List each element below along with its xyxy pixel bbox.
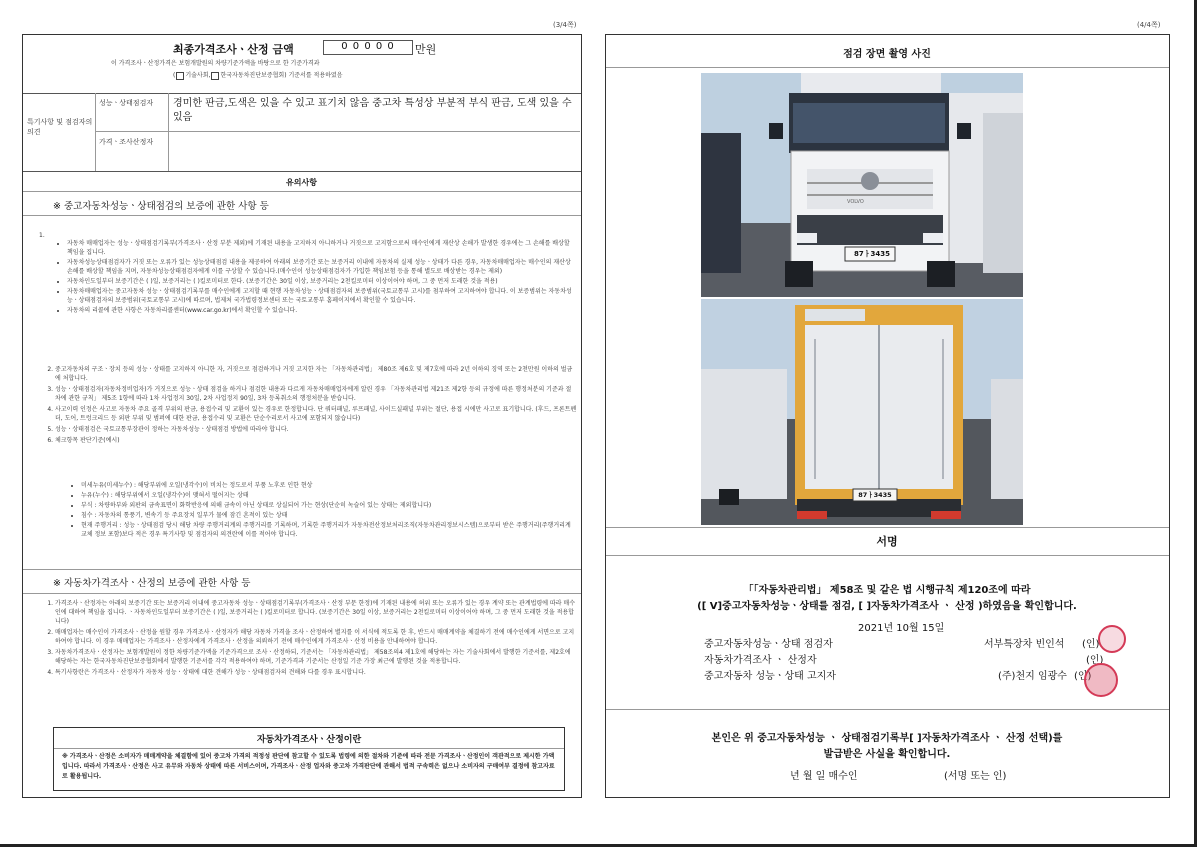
inspector-role-label: 중고자동차성능ㆍ상태 점검자: [704, 639, 833, 650]
front-brand-text: VOLVO: [847, 199, 864, 205]
judgement-bullet: • 침수 : 자동차의 통풍기, 변속기 등 주요장치 일부가 물에 잠긴 흔적이 있는 상태: [81, 511, 577, 520]
final-price-unit: 만원: [415, 43, 437, 56]
signature-section-title: 서명: [876, 535, 898, 548]
inspector-name: 서부특장차 빈인석: [984, 639, 1065, 650]
notes-header: 유의사항: [286, 178, 317, 187]
price-warranty-item: 2. 매매업자는 매수인이 가격조사ㆍ산정을 원할 경우 가격조사ㆍ산정자가 해당 자동차 가격을 조사ㆍ산정하여 별지를 이 서식에 적도록 한 후, 반드시 매매계약을 체결하기 전에 매수인에게 서면으로 고지하여야 합니다. 이 경우 매매업자는 가격조사ㆍ산정자에게 가격조사ㆍ산정을 의뢰하기 전에 매수인에게 가격조사ㆍ산정 비용을 안내하여야 합니다.: [55, 628, 577, 646]
warranty-item: 4. 사고이력 인정은 사고로 자동차 주요 골격 부위의 판금, 용접수리 및 교환이 있는 경우로 한정합니다. 단 쿼터패널, 루프패널, 사이드실패널 부위는 절단, 용접 시에만 사고로 표기합니다. (후드, 프론트펜더, 도어, 트렁크리드 등 외판 부위 및 범퍼에 대한 판금, 용접수리 및 교환은 단순수리로서 사고에 포함되지 않습니다): [55, 405, 577, 423]
page-number-left: (3/4쪽): [553, 21, 577, 29]
appraisal-definition-box: [53, 727, 565, 791]
warranty-item: 2. 중고자동차의 구조ㆍ장치 등의 성능ㆍ상태를 고지하지 아니한 자, 거짓으로 점검하거나 거짓 고지한 자는 「자동차관리법」 제80조 제6호 및 제7호에 따라 2년 이하의 징역 또는 2천만원 이하의 벌금에 처합니다.: [55, 365, 577, 383]
final-price-digits: 0 0 0 0 0: [323, 40, 413, 55]
appraisal-definition-title: 자동차가격조사ㆍ산정이란: [256, 735, 362, 745]
judgement-bullet: • 현재 주행거리 : 성능ㆍ상태점검 당시 해당 차량 주행거리계의 주행거리를 기록하며, 기록한 주행거리가 자동차전산정보처리조직(자동차관리정보시스템)으로부터 받은 주행거리(주행거리계 교체 정보 포함)보다 적은 경우 특기사항 및 점검자의 의견란에 이를 적어야 합니다.: [81, 521, 577, 539]
inspector-seal-stamp: [1098, 625, 1126, 653]
photo-section-title: 점검 장면 촬영 사진: [843, 49, 931, 60]
condition-inspector-opinion: 경미한 판금,도색은 있을 수 있고 표기치 않음 중고차 특성상 부분적 부식 판금, 도색 있을 수 있음: [173, 98, 572, 123]
receipt-line-2: 발급받은 사실을 확인합니다.: [823, 749, 951, 760]
price-appraiser-label: 가격ㆍ조사산정자: [99, 138, 154, 146]
warranty-item: 6. 체크항목 판단기준(예시): [55, 436, 577, 445]
warranty-bullet: • 자동차 매매업자는 성능ㆍ상태점검기록부(가격조사ㆍ산정 부분 제외)에 기재된 내용을 고지하지 아니하거나 거짓으로 고지함으로써 매수인에게 재산상 손해가 발생한 경우에는 그 손해를 배상할 책임을 집니다.: [67, 239, 577, 257]
warranty-bullet: • 자동차의 리콜에 관한 사항은 자동차리콜센터(www.car.go.kr)에서 확인할 수 있습니다.: [67, 306, 577, 315]
notifier-seal-mark: (인): [1074, 671, 1092, 682]
final-price-note: 이 가격조사ㆍ산정가격은 보험개발원의 차량기준가액을 바탕으로 한 기준가격과: [111, 60, 320, 67]
buyer-signature[interactable]: (서명 또는 인): [944, 771, 1007, 782]
rear-plate-text: 87ㅏ3435: [858, 491, 892, 499]
warranty-bullet: • 자동차매매업자는 중고자동차 성능ㆍ상태점검기록부를 매수인에게 고지할 때 현행 자동차성능ㆍ상태점검자의 보증범위(국토교통부 고시)를 첨부하여 고지하여야 합니다. 이 보증범위는 자동차성능ㆍ상태점검자의 보증범위(국토교통부 고시)에 따르며, 법제처 국가법령정보센터 또는 국토교통부 홈페이지에서 확인할 수 있습니다.: [67, 287, 577, 305]
judgement-bullet: • 누유(누수) : 해당부위에서 오일(냉각수)이 맺혀서 떨어지는 상태: [81, 491, 577, 500]
price-warranty-item: 3. 자동차가격조사ㆍ산정자는 보험개발원이 정한 차량기준가액을 기준가격으로 조사ㆍ산정하되, 기준서는 「자동차관리법」 제58조의4 제1호에 해당하는 자는 기술사회에서 발행한 기준서를, 제2호에 해당하는 자는 한국자동차진단보증협회에서 발행한 기준서를 각각 적용하여야 하며, 기준가격과 기준서는 산정일 기준 가장 최근에 발행된 것을 적용합니다.: [55, 648, 577, 666]
price-warranty-section-title: ※ 자동차가격조사ㆍ산정의 보증에 관한 사항 등: [53, 578, 251, 589]
signature-confirm-line: ([ V]중고자동차성능ㆍ상태를 점검, [ ]자동차가격조사 ㆍ 산정 )하였음을 확인합니다.: [697, 601, 1077, 612]
final-price-section: [23, 35, 580, 93]
notifier-name: (주)천지 임광수: [998, 671, 1067, 682]
price-warranty-list: [41, 599, 577, 679]
remarks-table: [23, 93, 580, 171]
price-warranty-item: 1. 가격조사ㆍ산정자는 아래의 보증기간 또는 보증거리 이내에 중고자동차 성능ㆍ상태점검기록부(가격조사ㆍ산정 부문 한정)에 기재된 내용에 허위 또는 오류가 있는 경우 계약 또는 관계법령에 따라 매수인에 대하여 책임을 집니다. ㆍ자동차인도일부터 보증기간은 ( )일, 보증거리는 ( )킬로미터로 합니다. (보증기간은 30일 이상, 보증거리는 2천킬로미터 이상이어야 하며, 그 중 먼저 도래한 것을 적용합니다): [55, 599, 577, 626]
front-plate-text: 87ㅏ3435: [854, 250, 890, 258]
appraiser-role-label: 자동차가격조사 ㆍ 산정자: [704, 655, 817, 666]
signature-law-line: 「「자동차관리법」 제58조 및 같은 법 시행규칙 제120조에 따라: [743, 585, 1031, 596]
technician-checkbox[interactable]: [176, 72, 184, 80]
right-page: [605, 34, 1170, 798]
rear-inspection-photo: [701, 299, 1023, 525]
front-inspection-photo: [701, 73, 1023, 297]
notifier-role-label: 중고자동차 성능ㆍ상태 고지자: [704, 671, 836, 682]
buyer-line: 년 월 일 매수인: [790, 771, 858, 782]
notifier-seal-stamp: [1084, 663, 1118, 697]
warranty-bullet: • 자동차성능상태점검자가 거짓 또는 오류가 있는 성능상태점검 내용을 제공하여 아래의 보증기간 또는 보증거리 이내에 자동차의 실제 성능ㆍ상태가 다른 경우, 자동차매매업자는 매수인의 재산상 손해를 배상할 책임을 지며, 자동차성능상태점검자에게 이를 구상할 수 있습니다.(매수인이 성능상태점검자가 가입한 책임보험 등을 통해 별도로 배상받는 경우는 제외): [67, 258, 577, 276]
warranty-item: 3. 성능ㆍ상태점검자(자동차정비업자)가 거짓으로 성능ㆍ상태 점검을 하거나 점검한 내용과 다르게 자동차매매업자에게 알린 경우 「자동차관리법 제21조 제2항 등의 규정에 따른 행정처분의 기준과 절차에 관한 규칙」 제5조 1항에 따라 1차 사업정지 30일, 2차 사업정지 90일, 3차 등록취소의 행정처분을 받습니다.: [55, 385, 577, 403]
front-truck-image: [701, 73, 1023, 297]
final-price-standard: ( 기술사회, 한국자동차진단보증협회) 기준서를 적용하였음: [173, 72, 343, 79]
condition-inspector-label: 성능ㆍ상태점검자: [99, 99, 154, 107]
warranty-item-number: 1.: [39, 232, 45, 239]
judgement-bullet: • 미세누유(미세누수) : 해당부위에 오일(냉각수)이 비치는 정도로서 부품 노후로 인한 현상: [81, 481, 577, 490]
association-checkbox[interactable]: [211, 72, 219, 80]
signature-date: 2021년 10월 15일: [858, 623, 945, 634]
price-warranty-item: 4. 특기사항란은 가격조사ㆍ산정자가 자동차 성능ㆍ상태에 대한 견해가 성능ㆍ상태점검자의 견해와 다를 경우 표시합니다.: [55, 668, 577, 677]
page-number-right: (4/4쪽): [1137, 21, 1161, 29]
receipt-line-1: 본인은 위 중고자동차성능 ㆍ 상태점검기록부[ ]자동차가격조사 ㆍ 산정 선택)를: [711, 733, 1063, 744]
judgement-bullet: • 부식 : 차량하부와 외판의 금속표면이 화학반응에 의해 금속이 아닌 상태로 상실되어 가는 현상(단순히 녹슬어 있는 상태는 제외합니다): [81, 501, 577, 510]
warranty-bullet: • 자동차인도일부터 보증기간은 ( )일, 보증거리는 ( )킬로미터로 한다. (보증기간은 30일 이상, 보증거리는 2천킬로미터 이상이어야 하며, 그 중 먼저 도래한 것을 적용): [67, 277, 577, 286]
warranty-item: 5. 성능ㆍ상태점검은 국토교통부장관이 정하는 자동차성능ㆍ상태점검 방법에 따라야 합니다.: [55, 425, 577, 434]
warranty-section-title: ※ 중고자동차성능ㆍ상태점검의 보증에 관한 사항 등: [53, 201, 269, 212]
judgement-bullet-list: [67, 481, 577, 540]
warranty-bullet-list: [53, 239, 577, 316]
remarks-row-label: 특기사항 및 점검자의 의견: [27, 118, 93, 136]
final-price-title: 최종가격조사ㆍ산정 금액: [173, 43, 294, 56]
appraisal-definition-text: ※ 가격조사ㆍ산정은 소비자가 매매계약을 체결함에 있어 중고차 가격의 적정성 판단에 참고할 수 있도록 법령에 의한 절차와 기준에 따라 전문 가격조사ㆍ산정인이 객관적으로 제시한 가액입니다. 따라서 가격조사ㆍ산정은 사고 유무와 자동차 상태에 따른 서비스이며, 가격조사ㆍ산정 업자와 중고차 가격판단에 관해서 법적 구속력은 없으나 소비자의 구매여부 결정에 참고자료로 활용됩니다.: [62, 753, 555, 780]
appraiser-seal-mark: (인): [1086, 655, 1104, 666]
left-page: [22, 34, 582, 798]
warranty-numbered-list: [41, 365, 577, 447]
inspector-seal-mark: (인): [1082, 639, 1100, 650]
